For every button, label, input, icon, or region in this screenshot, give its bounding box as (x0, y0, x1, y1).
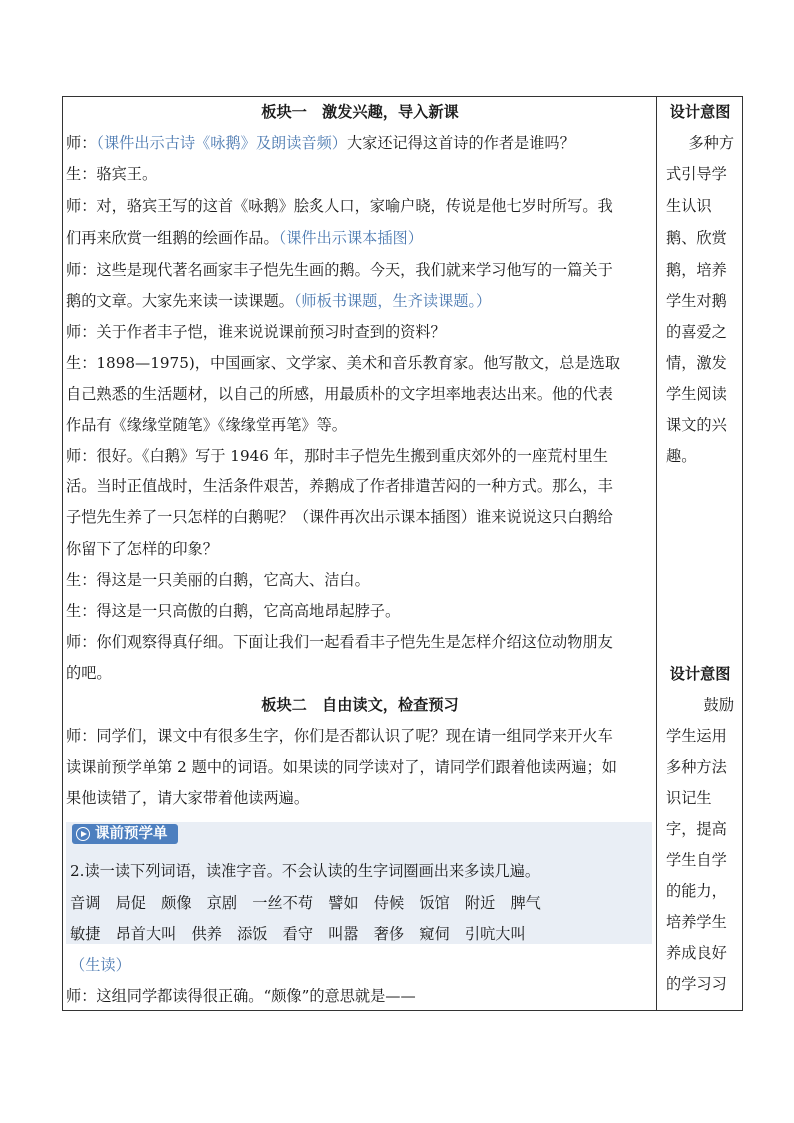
side-note-line: 课文的兴 (666, 416, 727, 434)
text-line: 读课前预学单第 2 题中的词语。如果读的同学读对了，请同学们跟着他读两遍；如 (66, 758, 617, 776)
side-note-line: 学生对鹅 (666, 292, 727, 310)
text-line: 活。当时正值战时，生活条件艰苦，养鹅成了作者排遣苦闷的一种方式。那么，丰 (66, 477, 613, 495)
text-line (66, 228, 423, 248)
speech: 大家还记得这首诗的作者是谁吗？ (346, 134, 575, 152)
side-note-line: 养成良好 (666, 944, 727, 962)
vocab-row-1: 音调 局促 颇像 京剧 一丝不苟 譬如 侍候 饭馆 附近 脾气 (70, 894, 541, 912)
column-divider (656, 96, 657, 1011)
side-note-line: 式引导学 (666, 165, 727, 183)
text-line (66, 133, 575, 153)
side-note-line: 的能力， (666, 882, 727, 900)
side-note-line: 字，提高 (666, 820, 727, 838)
text-line: 生：骆宾王。 (66, 165, 158, 183)
stage-note: （课件出示古诗《咏鹅》及朗读音频） (96, 134, 347, 152)
section-1-title: 板块一 激发兴趣，导入新课 (261, 103, 459, 121)
side-note-line: 多种方 (688, 134, 734, 152)
text-line: 作品有《缘缘堂随笔》《缘缘堂再笔》等。 (66, 416, 347, 434)
text-line: 的吧。 (66, 664, 112, 682)
text-line: 你留下了怎样的印象？ (66, 540, 218, 558)
design-intent-title: 设计意图 (669, 103, 731, 121)
text-line: 师：这组同学都读得很正确。“颇像”的意思就是—— (66, 987, 416, 1005)
text-line: 生：1898—1975)，中国画家、文学家、美术和音乐教育家。他写散文，总是选取 (66, 354, 621, 372)
preview-worksheet-tag (72, 824, 178, 844)
side-note-line: 识记生 (666, 789, 712, 807)
tag-label: 课前预学单 (95, 825, 168, 842)
design-intent-title: 设计意图 (669, 665, 731, 683)
side-note-line: 情，激发 (666, 354, 727, 372)
stage-note: （生读） (70, 956, 131, 974)
play-circle-icon (76, 827, 90, 841)
text-line: 师：这些是现代著名画家丰子恺先生画的鹅。今天，我们就来学习他写的一篇关于 (66, 261, 613, 279)
side-note-line: 学生自学 (666, 851, 727, 869)
text-line: 自己熟悉的生活题材，以自己的所感，用最质朴的文字坦率地表达出来。他的代表 (66, 385, 613, 403)
speech: 鹅的文章。大家先来读一读课题。 (66, 292, 294, 310)
stage-note: （课件出示课本插图） (278, 229, 423, 247)
text-line: 果他读错了，请大家带着他读两遍。 (66, 789, 309, 807)
side-note-line: 鼓励 (703, 696, 734, 714)
side-note-line: 鹅，培养 (666, 261, 727, 279)
stage-note: （师板书课题，生齐读课题。） (293, 292, 492, 310)
text-line: 师：你们观察得真仔细。下面让我们一起看看丰子恺先生是怎样介绍这位动物朋友 (66, 633, 613, 651)
text-line: 子恺先生养了一只怎样的白鹅呢？（课件再次出示课本插图）谁来说说这只白鹅给 (66, 508, 613, 526)
text-line (66, 291, 491, 311)
speech: 们再来欣赏一组鹅的绘画作品。 (66, 229, 279, 247)
text-line: 师：很好。《白鹅》写于 1946 年，那时丰子恺先生搬到重庆郊外的一座荒村里生 (66, 447, 608, 465)
text-line: 师：对，骆宾王写的这首《咏鹅》脍炙人口，家喻户晓，传说是他七岁时所写。我 (66, 197, 613, 215)
side-note-line: 多种方法 (666, 758, 727, 776)
vocab-row-2: 敏捷 昂首大叫 供养 添饭 看守 叫嚣 奢侈 窥伺 引吭大叫 (70, 925, 526, 943)
side-note-line: 培养学生 (666, 913, 727, 931)
side-note-line: 学生阅读 (666, 385, 727, 403)
side-note-line: 鹅、欣赏 (666, 229, 727, 247)
side-note-line: 趣。 (666, 447, 697, 465)
text-line: 生：得这是一只高傲的白鹅，它高高地昂起脖子。 (66, 602, 401, 620)
side-note-line: 的学习习 (666, 975, 727, 993)
worksheet-question: 2.读一读下列词语，读准字音。不会认读的生字词圈画出来多读几遍。 (70, 862, 541, 880)
text-line: 师：关于作者丰子恺，谁来说说课前预习时查到的资料？ (66, 323, 446, 341)
text-line: 师：同学们，课文中有很多生字，你们是否都认识了呢？现在请一组同学来开火车 (66, 727, 613, 745)
text-line: 生：得这是一只美丽的白鹅，它高大、洁白。 (66, 571, 370, 589)
side-note-line: 学生运用 (666, 727, 727, 745)
speaker: 师： (66, 134, 97, 152)
side-note-line: 的喜爱之 (666, 323, 727, 341)
side-note-line: 生认识 (666, 197, 712, 215)
section-2-title: 板块二 自由读文，检查预习 (261, 696, 459, 714)
